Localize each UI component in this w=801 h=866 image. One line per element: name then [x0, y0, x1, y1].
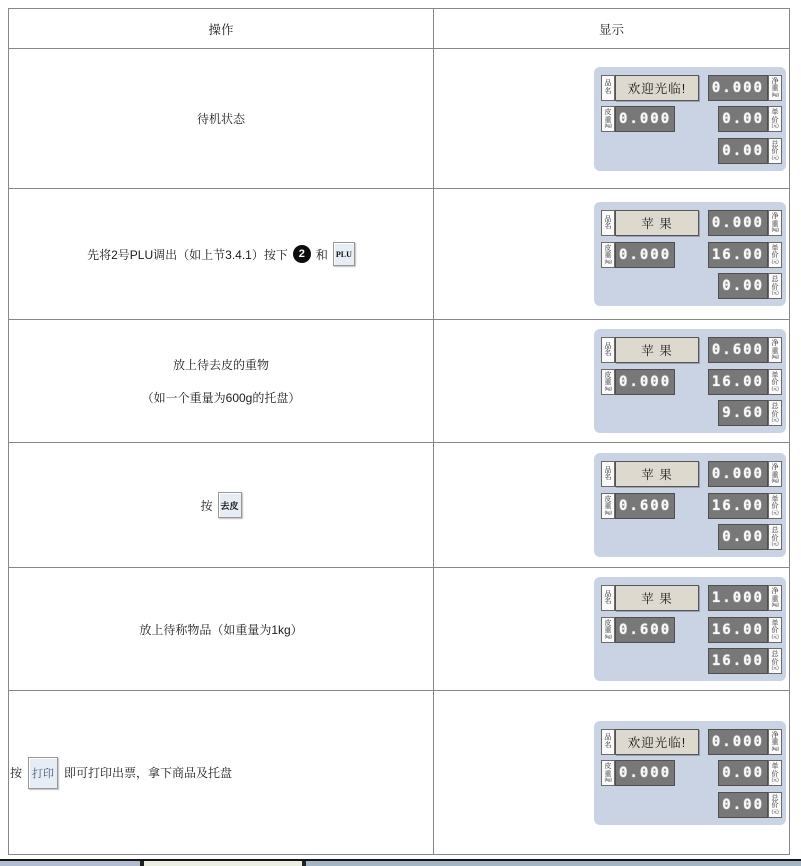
unit-price-label: 单价 (元): [768, 760, 782, 786]
op-cell-place-tray: [9, 320, 434, 443]
unit-price-display: 16.00: [708, 617, 768, 643]
unit-price-display: 16.00: [708, 369, 768, 395]
total-price-label: 总价 (元): [768, 273, 782, 299]
unit-price-display: 0.00: [718, 106, 768, 132]
display-cell: [434, 691, 789, 854]
product-name-display: 苹 果: [615, 585, 699, 611]
tare-weight-display: 0.000: [615, 106, 675, 132]
net-weight-label: 净重 (kg): [768, 210, 782, 236]
strip-segment-left: [0, 861, 140, 866]
op-text: 按: [200, 498, 213, 513]
scale-display-panel: [594, 202, 786, 306]
net-weight-display: 0.000: [708, 461, 768, 487]
product-name-display: 苹 果: [615, 461, 699, 487]
scale-display-panel: [594, 67, 786, 171]
total-price-label: 总价 (元): [768, 400, 782, 426]
net-weight-label: 净重 (kg): [768, 75, 782, 101]
tare-weight-label: 皮重 (kg): [601, 493, 615, 519]
op-cell-press-print: [9, 691, 434, 854]
total-price-display: 0.00: [718, 273, 768, 299]
product-label: 品名: [601, 585, 615, 611]
strip-segment-middle: [144, 861, 302, 866]
col-header-operation: 操作: [9, 9, 434, 49]
unit-price-label: 单价 (元): [768, 106, 782, 132]
op-text: 先将2号PLU调出（如上节3.4.1）按下: [87, 247, 288, 262]
unit-price-display: 16.00: [708, 493, 768, 519]
plu-key: PLU: [333, 242, 355, 266]
tare-weight-label: 皮重 (kg): [601, 760, 615, 786]
scale-display-panel: [594, 721, 786, 825]
total-price-label: 总价 (元): [768, 792, 782, 818]
cropped-next-figure: [0, 859, 801, 866]
op-text: 放上待去皮的重物: [172, 358, 269, 372]
total-price-display: 9.60: [718, 400, 768, 426]
tare-weight-display: 0.600: [615, 493, 675, 519]
tare-weight-label: 皮重 (kg): [601, 106, 615, 132]
total-price-display: 0.00: [718, 792, 768, 818]
display-cell: [434, 443, 789, 568]
total-price-label: 总价 (元): [768, 648, 782, 674]
product-label: 品名: [601, 729, 615, 755]
display-cell: [434, 568, 789, 691]
tare-key: 去皮: [218, 492, 242, 518]
display-cell: [434, 189, 789, 320]
display-cell: [434, 320, 789, 443]
net-weight-label: 净重 (kg): [768, 337, 782, 363]
op-text: 放上待称物品（如重量为1kg）: [139, 622, 303, 637]
scale-display-panel: [594, 577, 786, 681]
product-label: 品名: [601, 75, 615, 101]
key-2-badge: 2: [293, 245, 311, 263]
op-cell-recall-plu: [9, 189, 434, 320]
op-cell-place-item: [9, 568, 434, 691]
product-name-display: 苹 果: [615, 337, 699, 363]
product-label: 品名: [601, 210, 615, 236]
op-cell-press-tare: [9, 443, 434, 568]
net-weight-label: 净重 (kg): [768, 729, 782, 755]
tare-weight-display: 0.000: [615, 369, 675, 395]
net-weight-label: 净重 (kg): [768, 585, 782, 611]
op-text: （如一个重量为600g的托盘）: [141, 391, 301, 405]
strip-segment-right: [306, 861, 801, 866]
op-cell-standby: [9, 49, 434, 189]
op-text: 即可打印出票，拿下商品及托盘: [64, 766, 233, 780]
operation-display-table: [8, 8, 790, 855]
total-price-display: 0.00: [718, 524, 768, 550]
total-price-display: 16.00: [708, 648, 768, 674]
op-text: 待机状态: [196, 112, 245, 126]
net-weight-display: 0.000: [708, 75, 768, 101]
op-text: 按: [10, 766, 23, 780]
product-name-display: 欢迎光临!: [615, 75, 699, 101]
tare-weight-display: 0.000: [615, 760, 675, 786]
unit-price-display: 0.00: [718, 760, 768, 786]
unit-price-label: 单价 (元): [768, 369, 782, 395]
col-header-display: 显示: [434, 9, 789, 49]
unit-price-label: 单价 (元): [768, 242, 782, 268]
op-text: 和: [315, 247, 328, 262]
product-label: 品名: [601, 461, 615, 487]
net-weight-display: 0.000: [708, 210, 768, 236]
product-name-display: 苹 果: [615, 210, 699, 236]
total-price-label: 总价 (元): [768, 138, 782, 164]
total-price-label: 总价 (元): [768, 524, 782, 550]
tare-weight-display: 0.600: [615, 617, 675, 643]
tare-weight-label: 皮重 (kg): [601, 242, 615, 268]
unit-price-label: 单价 (元): [768, 493, 782, 519]
tare-weight-label: 皮重 (kg): [601, 369, 615, 395]
print-key: 打印: [28, 757, 58, 789]
net-weight-label: 净重 (kg): [768, 461, 782, 487]
scale-display-panel: [594, 453, 786, 557]
display-cell: [434, 49, 789, 189]
scale-display-panel: [594, 329, 786, 433]
product-label: 品名: [601, 337, 615, 363]
net-weight-display: 0.000: [708, 729, 768, 755]
total-price-display: 0.00: [718, 138, 768, 164]
tare-weight-display: 0.000: [615, 242, 675, 268]
unit-price-label: 单价 (元): [768, 617, 782, 643]
net-weight-display: 0.600: [708, 337, 768, 363]
product-name-display: 欢迎光临!: [615, 729, 699, 755]
unit-price-display: 16.00: [708, 242, 768, 268]
tare-weight-label: 皮重 (kg): [601, 617, 615, 643]
net-weight-display: 1.000: [708, 585, 768, 611]
